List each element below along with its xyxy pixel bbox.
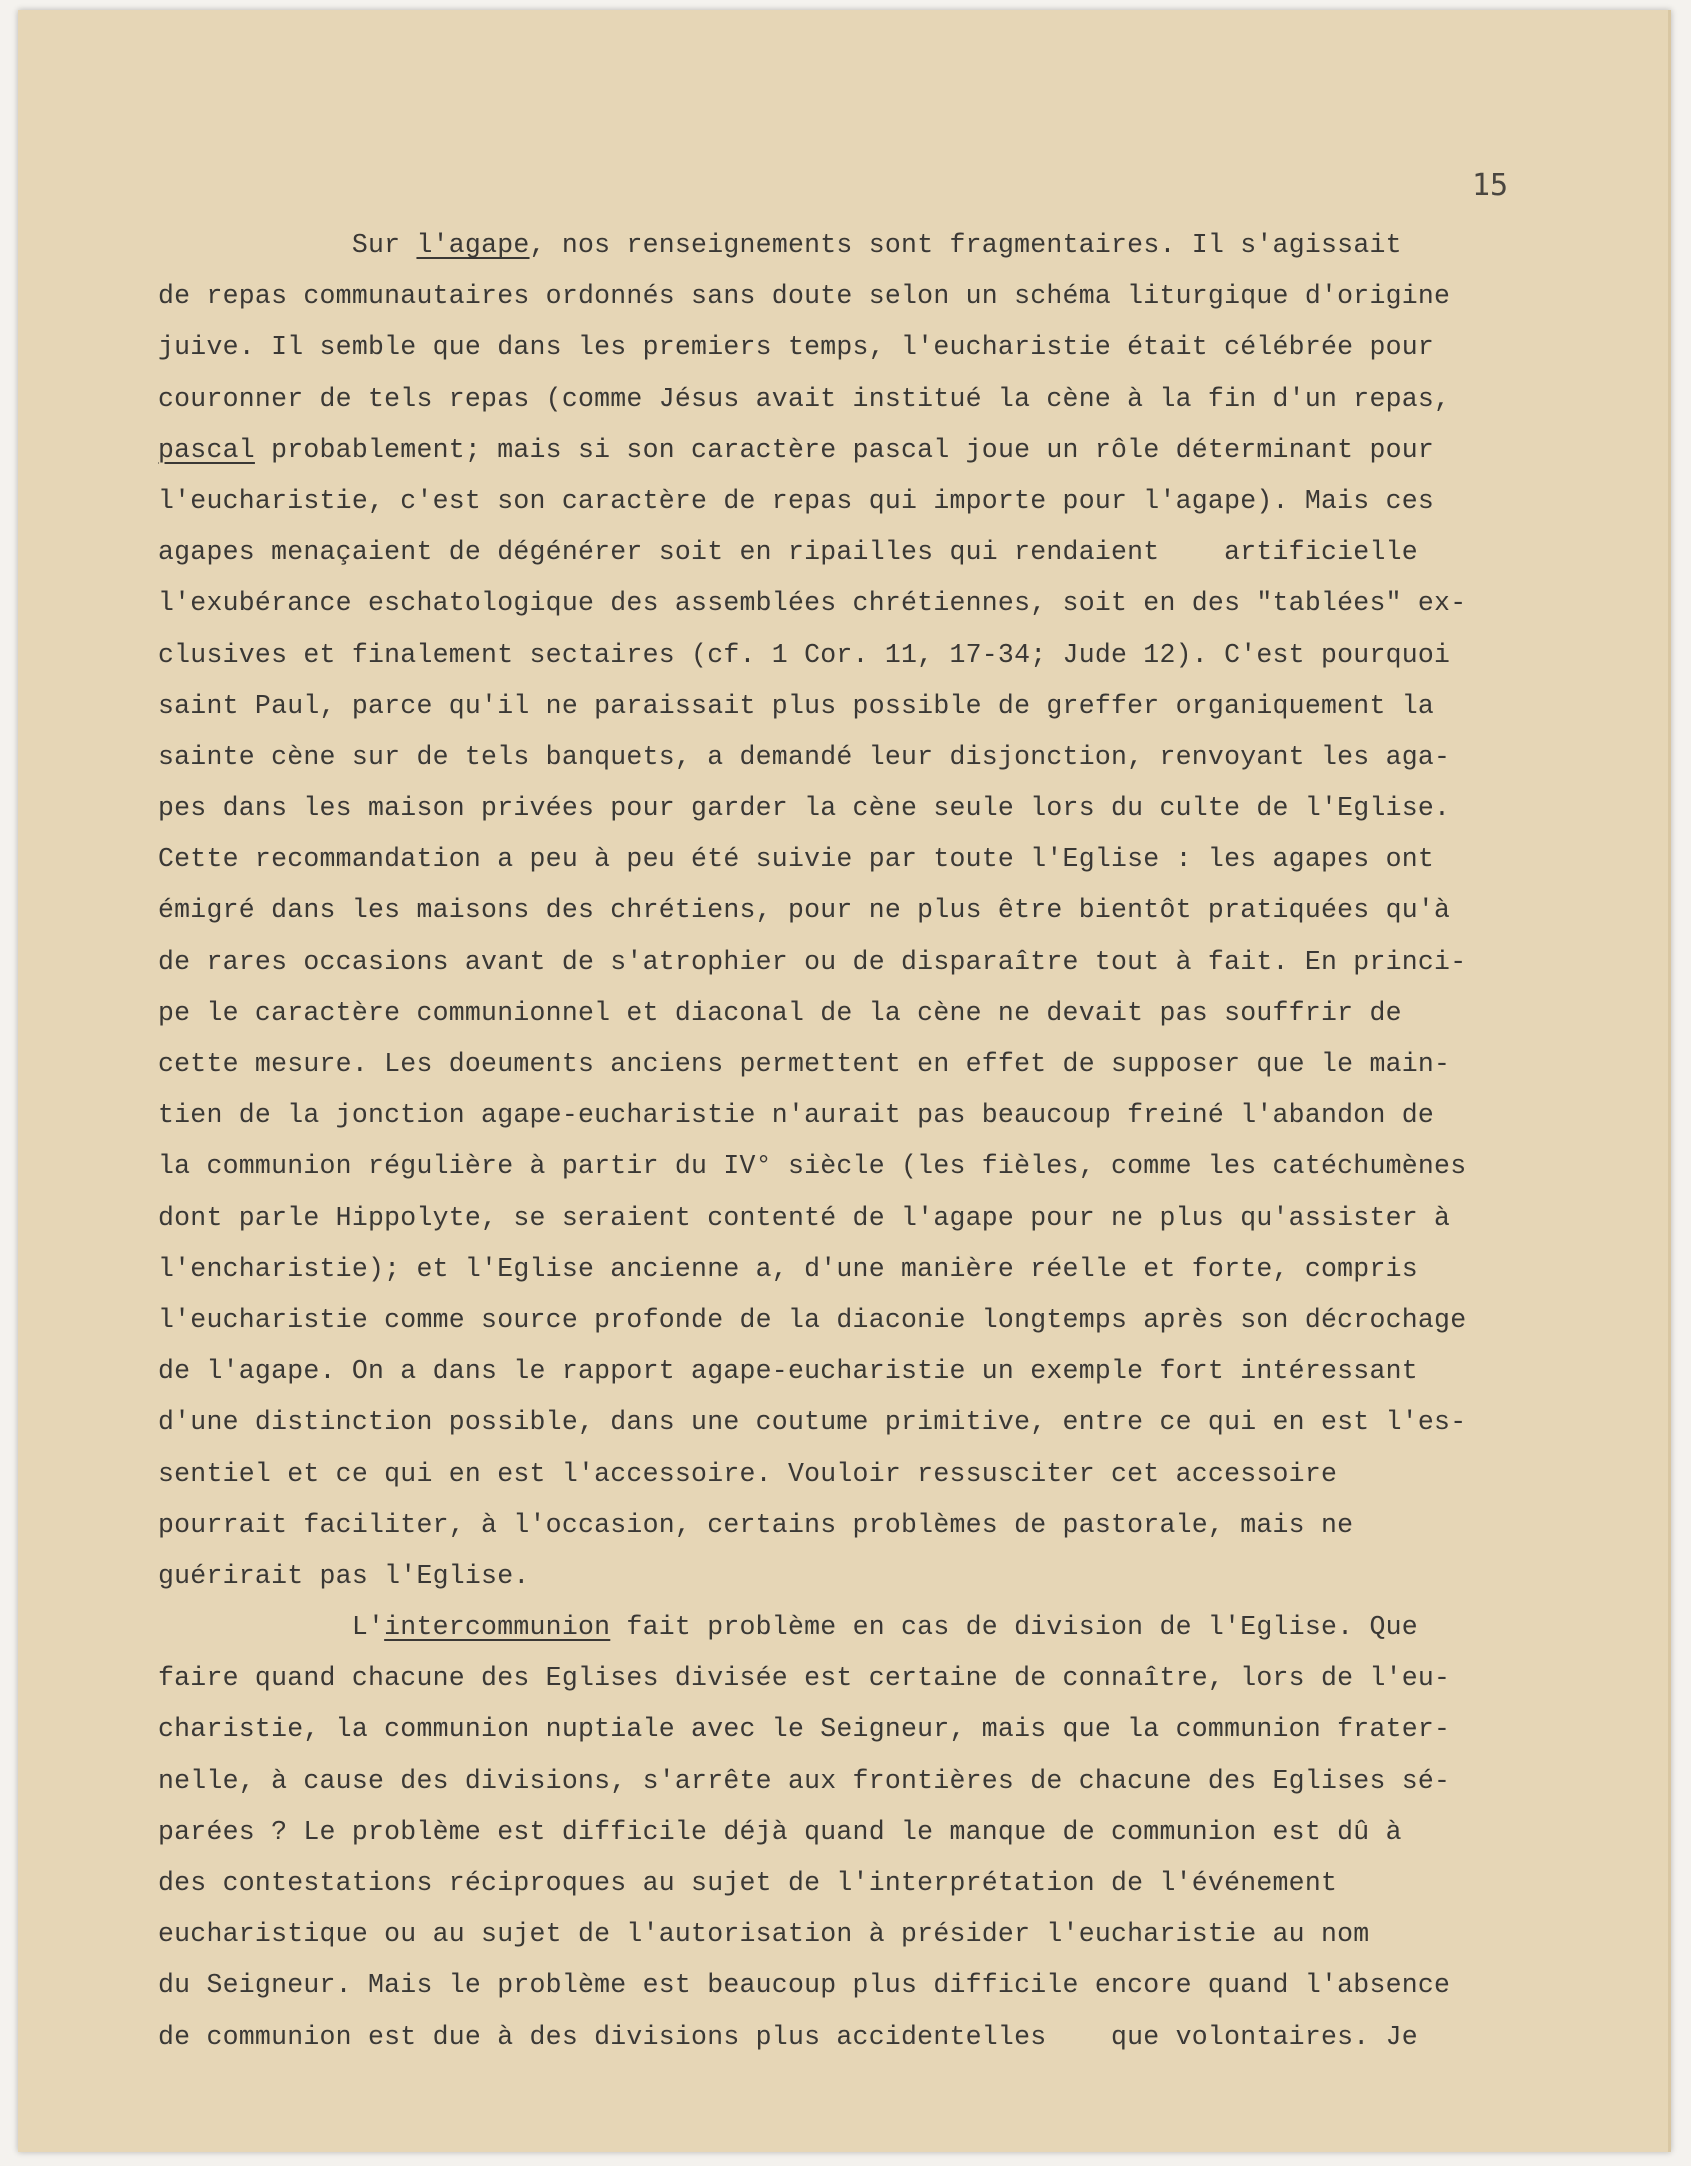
text-segment: L' (158, 1612, 385, 1643)
text-line (158, 578, 1608, 629)
text-segment: l'eucharistie comme source profonde de la diaconie longtemps après son décrochage (158, 1304, 1467, 1335)
text-segment: nelle, à cause des divisions, s'arrête aux frontières de chacune des Eglises sé- (158, 1765, 1451, 1796)
page-number: 15 (1472, 168, 1509, 203)
underlined-term: pascal (158, 434, 255, 465)
text-segment: de communion est due à des divisions plus accidentelles que volontaires. Je (158, 2021, 1418, 2052)
text-line (158, 1756, 1608, 1807)
text-segment: pes dans les maison privées pour garder la cène seule lors du culte de l'Eglise. (158, 793, 1451, 824)
text-segment: , nos renseignements sont fragmentaires. Il s'agissait (529, 230, 1402, 260)
text-line (158, 1244, 1608, 1295)
text-segment: fait problème en cas de division de l'Eglise. Que (610, 1612, 1418, 1643)
text-line (158, 988, 1608, 1039)
text-line (158, 1090, 1608, 1141)
text-line (158, 834, 1608, 885)
text-segment: tien de la jonction agape-eucharistie n'aurait pas beaucoup freiné l'abandon de (158, 1100, 1435, 1131)
text-line (158, 1449, 1608, 1500)
text-line (158, 1653, 1608, 1704)
text-line (158, 1858, 1608, 1909)
text-segment: pe le caractère communionnel et diaconal de la cène ne devait pas souffrir de (158, 997, 1402, 1028)
underlined-term: intercommunion (384, 1612, 611, 1643)
text-line (158, 937, 1608, 988)
body-text (158, 220, 1608, 2063)
text-line (158, 1193, 1608, 1244)
text-line (158, 1807, 1608, 1858)
text-segment: émigré dans les maisons des chrétiens, pour ne plus être bientôt pratiquées qu'à (158, 895, 1451, 926)
text-segment: Sur (158, 230, 417, 260)
text-line (158, 1704, 1608, 1755)
text-segment: dont parle Hippolyte, se seraient contenté de l'agape pour ne plus qu'assister à (158, 1202, 1451, 1233)
text-segment: de repas communautaires ordonnés sans doute selon un schéma liturgique d'origine (158, 281, 1451, 312)
text-line (158, 271, 1608, 322)
text-segment: l'exubérance eschatologique des assemblées chrétiennes, soit en des "tablées" ex- (158, 588, 1467, 619)
typewritten-page (18, 10, 1671, 2152)
text-segment: agapes menaçaient de dégénérer soit en ripailles qui rendaient artificielle (158, 537, 1418, 568)
text-segment: de rares occasions avant de s'atrophier ou de disparaître tout à fait. En princi- (158, 946, 1467, 977)
text-segment: faire quand chacune des Eglises divisée est certaine de connaître, lors de l'eu- (158, 1663, 1451, 1694)
text-segment: probablement; mais si son caractère pascal joue un rôle déterminant pour (254, 434, 1435, 465)
text-line (158, 1346, 1608, 1397)
text-segment: charistie, la communion nuptiale avec le Seigneur, mais que la communion frater- (158, 1714, 1451, 1745)
text-segment: pourrait faciliter, à l'occasion, certains problèmes de pastorale, mais ne (158, 1509, 1354, 1540)
text-line (158, 2012, 1608, 2063)
text-line (158, 1295, 1608, 1346)
text-line (158, 885, 1608, 936)
text-segment: des contestations réciproques au sujet de l'interprétation de l'événement (158, 1868, 1338, 1898)
text-segment: eucharistique ou au sujet de l'autorisation à présider l'eucharistie au nom (158, 1919, 1370, 1950)
text-segment: saint Paul, parce qu'il ne paraissait plus possible de greffer organiquement la (158, 690, 1435, 721)
text-line (158, 1500, 1608, 1551)
text-line (158, 1909, 1608, 1960)
text-segment: du Seigneur. Mais le problème est beaucoup plus difficile encore quand l'absence (158, 1970, 1451, 2001)
text-line (158, 322, 1608, 373)
text-segment: sentiel et ce qui en est l'accessoire. Vouloir ressusciter cet accessoire (158, 1458, 1338, 1489)
text-segment: sainte cène sur de tels banquets, a demandé leur disjonction, renvoyant les aga- (158, 741, 1451, 772)
text-line (158, 732, 1608, 783)
text-segment: parées ? Le problème est difficile déjà quand le manque de communion est dû à (158, 1816, 1402, 1847)
text-line (158, 681, 1608, 732)
text-line (158, 220, 1608, 271)
text-line (158, 476, 1608, 527)
text-segment: guérirait pas l'Eglise. (158, 1560, 530, 1591)
text-segment: juive. Il semble que dans les premiers temps, l'eucharistie était célébrée pour (158, 332, 1435, 363)
text-segment: l'encharistie); et l'Eglise ancienne a, d'une manière réelle et forte, compris (158, 1253, 1418, 1284)
text-segment: cette mesure. Les doeuments anciens permettent en effet de supposer que le main- (158, 1049, 1451, 1079)
text-line (158, 425, 1608, 476)
text-line (158, 1551, 1608, 1602)
text-segment: la communion régulière à partir du IV° siècle (les fièles, comme les catéchumènes (158, 1151, 1467, 1182)
text-segment: d'une distinction possible, dans une coutume primitive, entre ce qui en est l'es- (158, 1407, 1467, 1438)
text-line (158, 374, 1608, 425)
text-line (158, 527, 1608, 578)
text-line (158, 1141, 1608, 1192)
text-segment: Cette recommandation a peu à peu été suivie par toute l'Eglise : les agapes ont (158, 844, 1435, 875)
text-line (158, 1397, 1608, 1448)
text-line (158, 630, 1608, 681)
text-line (158, 1602, 1608, 1653)
text-line (158, 783, 1608, 834)
text-segment: couronner de tels repas (comme Jésus avait institué la cène à la fin d'un repas, (158, 383, 1451, 414)
text-line (158, 1960, 1608, 2011)
underlined-term: l'agape (416, 230, 530, 260)
text-line (158, 1039, 1608, 1090)
text-segment: de l'agape. On a dans le rapport agape-eucharistie un exemple fort intéressant (158, 1356, 1418, 1387)
text-segment: clusives et finalement sectaires (cf. 1 Cor. 11, 17-34; Jude 12). C'est pourquoi (158, 639, 1451, 670)
text-segment: l'eucharistie, c'est son caractère de repas qui importe pour l'agape). Mais ces (158, 485, 1435, 516)
